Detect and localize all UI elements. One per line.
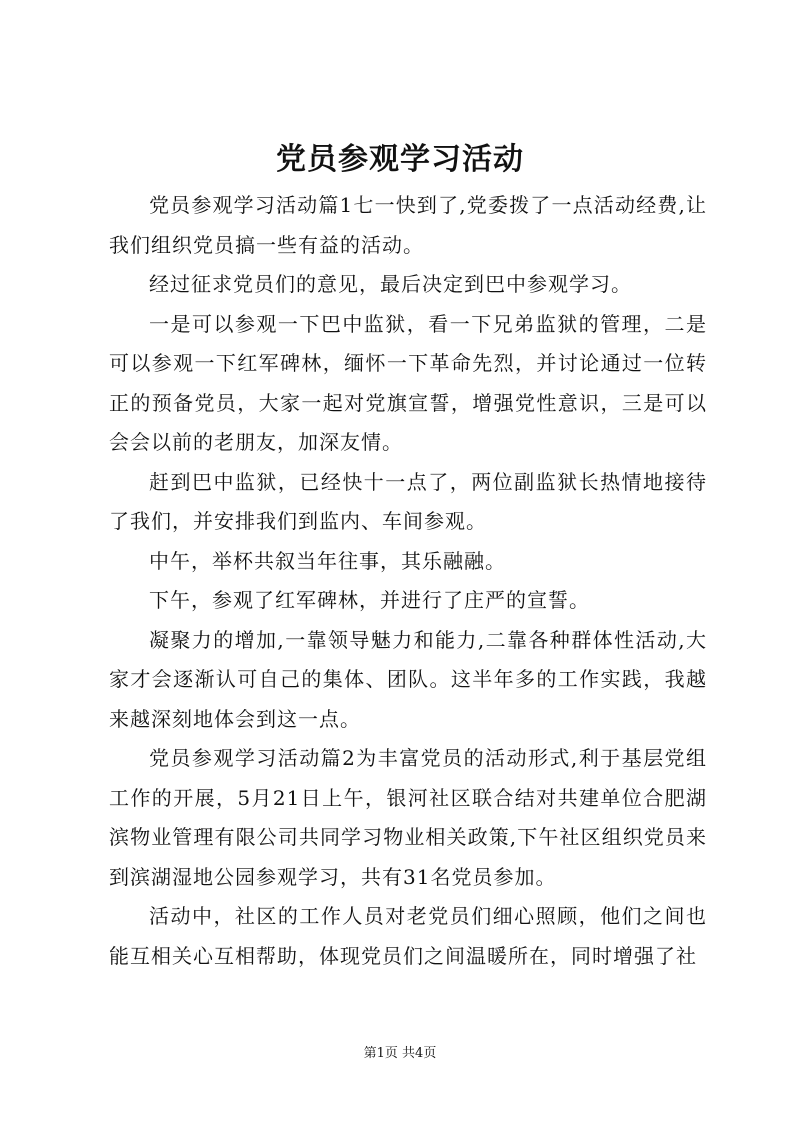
paragraph: 赶到巴中监狱，已经快十一点了，两位副监狱长热情地接待了我们，并安排我们到监内、车间参观。 — [109, 469, 707, 533]
paragraph: 下午，参观了红军碑林，并进行了庄严的宣誓。 — [149, 588, 590, 612]
document-body — [109, 186, 707, 976]
document-title: 党员参观学习活动 — [276, 142, 524, 177]
paragraph: 中午，举杯共叙当年往事，其乐融融。 — [149, 548, 506, 573]
paragraph: 党员参观学习活动篇1七一快到了,党委拨了一点活动经费,让我们组织党员搞一些有益的活动。 — [109, 193, 707, 257]
paragraph: 活动中，社区的工作人员对老党员们细心照顾，他们之间也能互相关心互相帮助，体现党员们之间温暖所在，同时增强了社 — [109, 904, 707, 968]
paragraph: 凝聚力的增加,一靠领导魅力和能力,二靠各种群体性活动,大家才会逐渐认可自己的集体、团队。这半年多的工作实践，我越来越深刻地体会到这一点。 — [109, 627, 707, 731]
page-number-footer: 第1页 共4页 — [363, 1046, 437, 1061]
paragraph: 一是可以参观一下巴中监狱，看一下兄弟监狱的管理，二是可以参观一下红军碑林，缅怀一下革命先烈，并讨论通过一位转正的预备党员，大家一起对党旗宣誓，增强党性意识，三是可以会会以前的老朋友，加深友情。 — [109, 311, 707, 454]
paragraph: 经过征求党员们的意见，最后决定到巴中参观学习。 — [149, 272, 632, 296]
paragraph: 党员参观学习活动篇2为丰富党员的活动形式,利于基层党组工作的开展，5月21日上午，银河社区联合结对共建单位合肥湖滨物业管理有限公司共同学习物业相关政策,下午社区组织党员来到滨湖湿地公园参观学习，共有31名党员参加。 — [109, 746, 707, 889]
